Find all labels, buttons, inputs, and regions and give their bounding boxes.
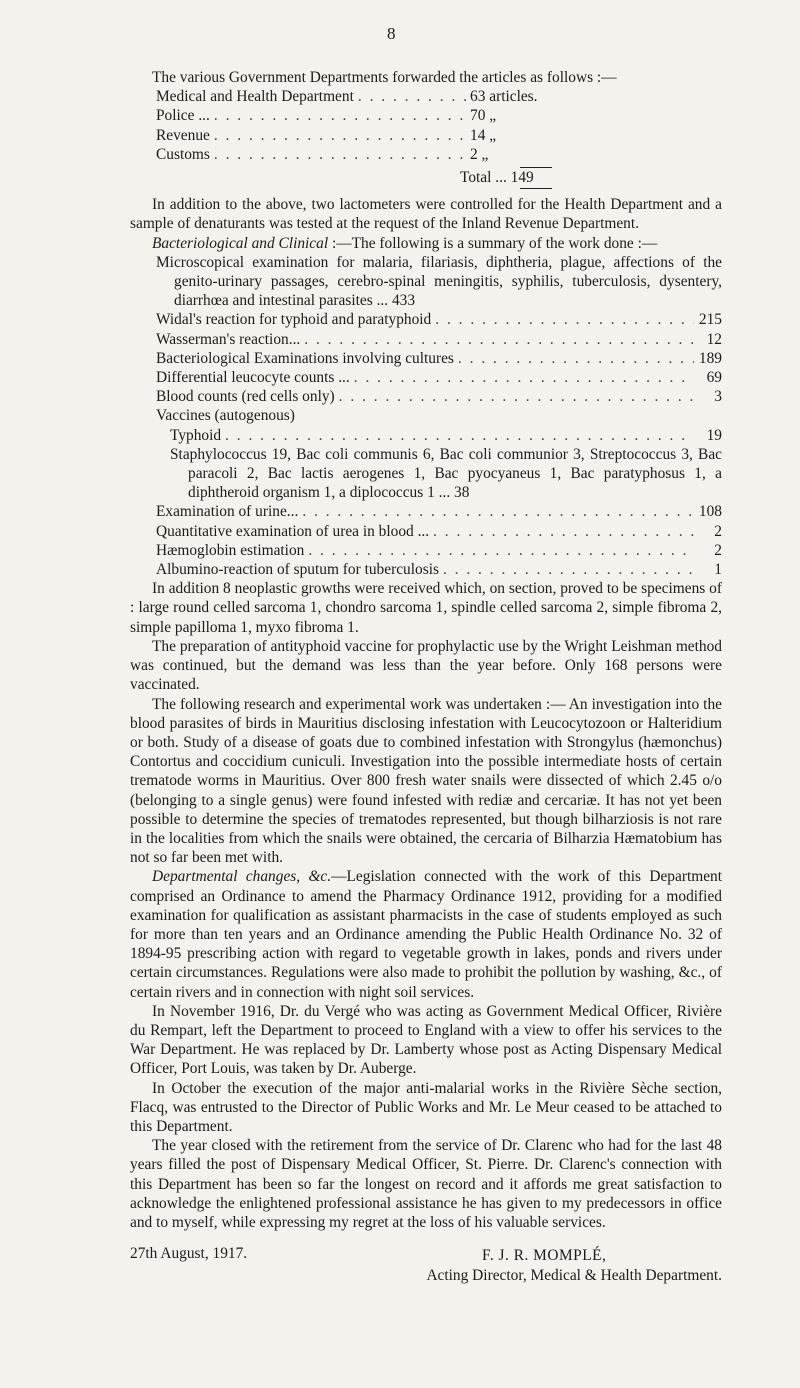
signature-block [130,1244,722,1288]
signature-date: 27th August, 1917. [130,1245,248,1263]
microscopical-row: Microscopical examination for malaria, filariasis, diphtheria, plague, affections of the genito-urinary passages, cerebro-spinal meningitis, syphilis, tuberculosis, dysentery, diarrhœa and intestinal parasites ... 433 [156,253,722,310]
bact-row: Albumino-reaction of sputum for tuberculosis . . . 1 [156,560,722,579]
bact-row: Wasserman's reaction... . . . 12 [156,330,722,349]
bact-row: Quantitative examination of urea in blood ... . . . 2 [156,522,722,541]
forward-row: Customs . . . 2 „ [156,145,566,164]
bact-row: Widal's reaction for typhoid and paratyphoid . . . 215 [156,310,722,329]
forward-row: Revenue . . . 14 „ [156,126,566,145]
para-lactometers: In addition to the above, two lactometers were controlled for the Health Department and a sample of denaturants was tested at the request of the Inland Revenue Department. [130,196,722,233]
page-number: 8 [387,24,396,43]
para-research: The following research and experimental work was undertaken :— An investigation into the blood parasites of birds in Mauritius disclosing infestation with Leucocytozoon or Halteridium or both. Study of a disease of goats due to combined infestation with Strongylus (hæmonchus) Contortus and coccidium cuniculi. Investigation into the possible intermediate hosts of certain trematode worms in Mauritius. Over 800 fresh water snails were dissected of which 2.45 o/o (belonging to a single genus) were found infested with rediæ and cercariæ. It has not yet been possible to determine the species of trematodes represented, but though bilharziosis is not rare in the localities from which the snails were obtained, the cercaria of Bilharzia Hæmatobium has not so far been met with. [130,695,722,867]
bact-row: Blood counts (red cells only) . . . 3 [156,387,722,406]
para-october: In October the execution of the major anti-malarial works in the Rivière Sèche section, Flacq, was entrusted to the Director of Public Works and Mr. Le Meur ceased to be attached to this Department. [130,1079,722,1135]
total-rule-bottom [520,188,552,189]
forward-total [460,168,722,187]
vaccines-label: Vaccines (autogenous) [156,407,295,425]
para-vaccine: The preparation of antityphoid vaccine for prophylactic use by the Wright Leishman method was continued, but the demand was less than the year before. Only 168 persons were vaccinated. [130,637,722,694]
para-dept-changes: Departmental changes, &c.—Legislation connected with the work of this Department comprised an Ordinance to amend the Pharmacy Ordinance 1912, providing for a modified examination for qualification as assistant pharmacists in the case of students employed as such for more than ten years and an Ordinance amending the Public Health Ordinance No. 32 of 1894-95 prescribing action with regard to vegetable growth in lakes, ponds and rivers under certain circumstances. Regulations were also made to prohibit the pollution by washing, &c., of certain rivers and in connection with night soil services. [130,868,722,1001]
bact-summary [130,253,722,579]
page-content [130,68,722,1288]
para-november: In November 1916, Dr. du Vergé who was acting as Government Medical Officer, Rivière du Rempart, left the Department to proceed to England with a view to offer his services to the War Department. He was replaced by Dr. Lamberty whose post as Acting Dispensary Medical Officer, Port Louis, was taken by Dr. Auberge. [130,1002,722,1078]
bact-heading: Bacteriological and Clinical :—The following is a summary of the work done :— [152,234,658,252]
para-year-closed: The year closed with the retirement from the service of Dr. Clarenc who had for the last 48 years filled the post of Dispensary Medical Officer, St. Pierre. Dr. Clarenc's connection with this Department has been so far the longest on record and it affords me great satisfaction to acknowledge the enlightened professional assistance he has given to my predecessors in office and to myself, while expressing my regret at the loss of his valuable services. [130,1137,722,1231]
signature-name: F. J. R. MOMPLÉ, [482,1247,607,1265]
staph-row: Staphylococcus 19, Bac coli communis 6, Bac coli communior 3, Streptococcus 3, Bac paracoli 2, Bac lactis aerogenes 1, Bac pyocyaneus 1, Bac paratyphosus 1, a diphtheroid organism 1, a diplococcus 1 ... 38 [170,445,722,502]
total-value: 149 [510,169,534,187]
bact-row: Examination of urine... . . . 108 [156,502,722,521]
forwarded-articles-section [130,68,722,189]
total-label: Total ... [460,169,507,187]
typhoid-row: Typhoid . . . 19 [170,426,722,445]
bact-row: Bacteriological Examinations involving cultures . . . 189 [156,349,722,368]
para-neoplastic: In addition 8 neoplastic growths were received which, on section, proved to be specimens of : large round celled sarcoma 1, chondro sarcoma 1, spindle celled sarcoma 2, simple fibroma 2, simple papilloma 1, myxo fibroma 1. [130,580,722,636]
forward-row: Police ... . . . 70 „ [156,106,566,125]
bact-row: Hæmoglobin estimation . . . 2 [156,541,722,560]
forward-row: Medical and Health Department . . . 63 articles. [156,87,566,106]
forwarded-intro: The various Government Departments forwarded the articles as follows :— [152,69,617,86]
bact-row: Differential leucocyte counts ... . . . 69 [156,368,722,387]
signature-title: Acting Director, Medical & Health Department. [426,1267,722,1285]
